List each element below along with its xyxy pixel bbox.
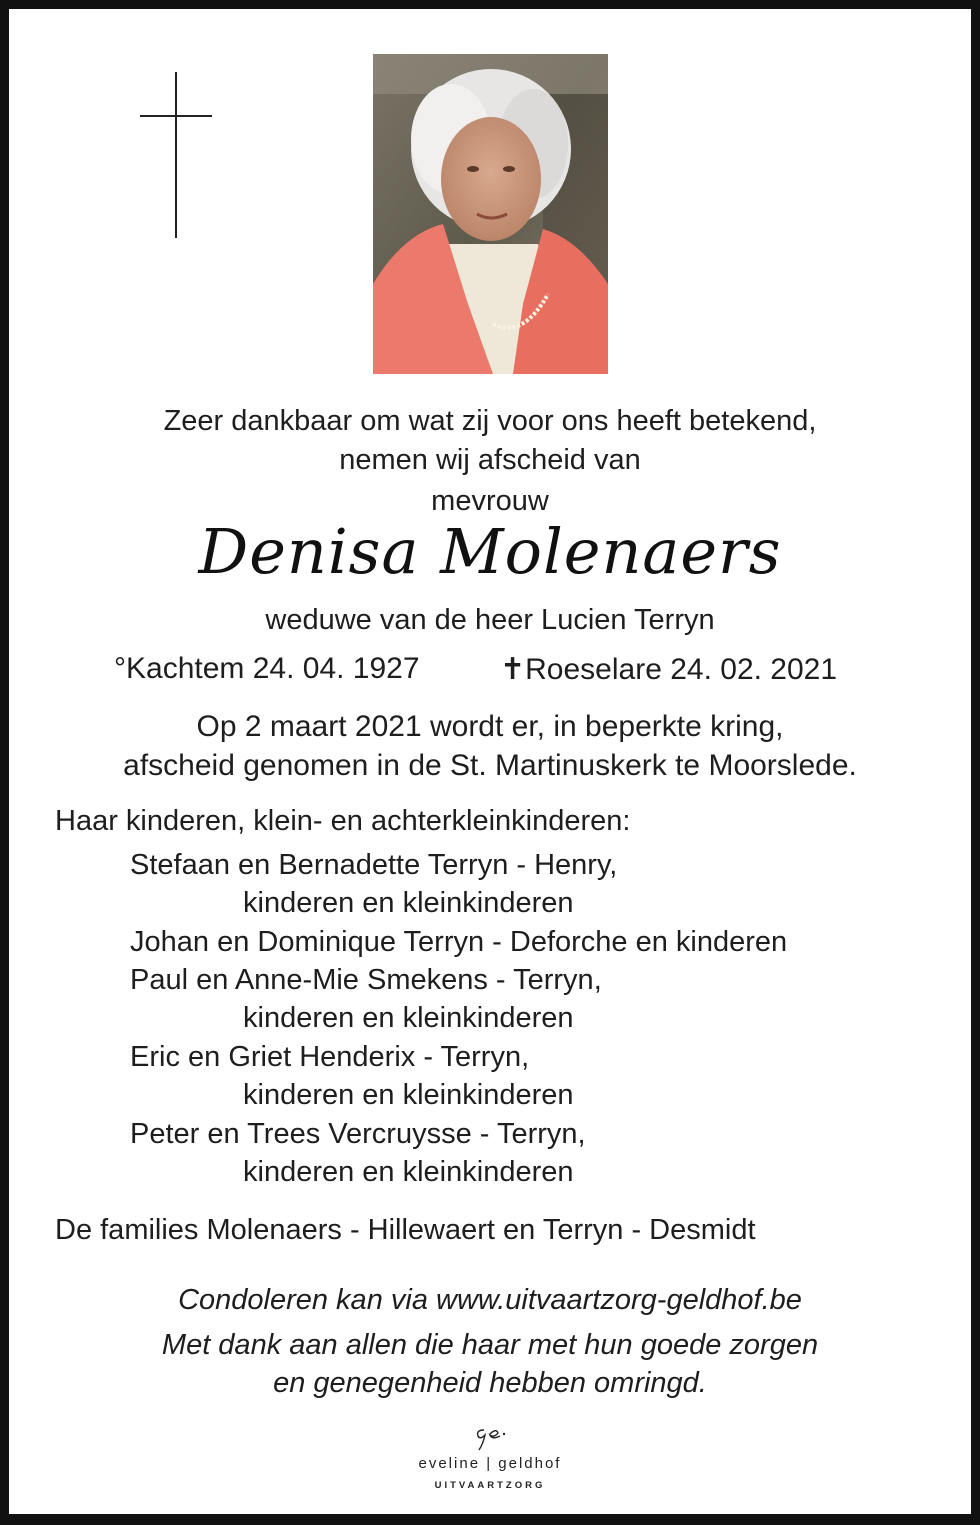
family-line: Paul en Anne-Mie Smekens - Terryn, [130, 964, 602, 996]
family-line: Stefaan en Bernadette Terryn - Henry, [130, 849, 618, 881]
deceased-name: Denisa Molenaers [198, 515, 782, 588]
ceremony-line-1: Op 2 maart 2021 wordt er, in beperkte kring, [196, 710, 784, 743]
family-line: kinderen en kleinkinderen [243, 1002, 574, 1034]
family-line: kinderen en kleinkinderen [243, 1156, 574, 1188]
intro-line-2: nemen wij afscheid van [339, 444, 641, 476]
birth-date: °Kachtem 24. 04. 1927 [114, 652, 420, 685]
families-line: De families Molenaers - Hillewaert en Terryn - Desmidt [55, 1214, 756, 1246]
ceremony-line-2: afscheid genomen in de St. Martinuskerk te Moorslede. [123, 749, 857, 782]
title-mevrouw: mevrouw [431, 485, 549, 517]
thanks-line-2: en genegenheid hebben omringd. [273, 1367, 707, 1399]
family-line: Johan en Dominique Terryn - Deforche en kinderen [130, 926, 788, 958]
family-line: kinderen en kleinkinderen [243, 1079, 574, 1111]
intro-line-1: Zeer dankbaar om wat zij voor ons heeft betekend, [163, 405, 817, 437]
portrait-photo [373, 54, 608, 374]
family-heading: Haar kinderen, klein- en achterkleinkinderen: [55, 805, 631, 837]
family-line: kinderen en kleinkinderen [243, 887, 574, 919]
condolence-line: Condoleren kan via www.uitvaartzorg-geldhof.be [178, 1284, 802, 1316]
cross-icon [140, 72, 212, 238]
thanks-line-1: Met dank aan allen die haar met hun goede zorgen [161, 1329, 819, 1361]
family-line: Eric en Griet Henderix - Terryn, [130, 1041, 530, 1073]
logo-name: eveline | geldhof [418, 1455, 562, 1472]
family-line: Peter en Trees Vercruysse - Terryn, [130, 1118, 586, 1150]
logo-subtitle: UITVAARTZORG [434, 1480, 546, 1491]
death-date: ✝Roeselare 24. 02. 2021 [500, 653, 838, 686]
relation-line: weduwe van de heer Lucien Terryn [265, 604, 715, 636]
logo-mark-icon [470, 1420, 510, 1456]
